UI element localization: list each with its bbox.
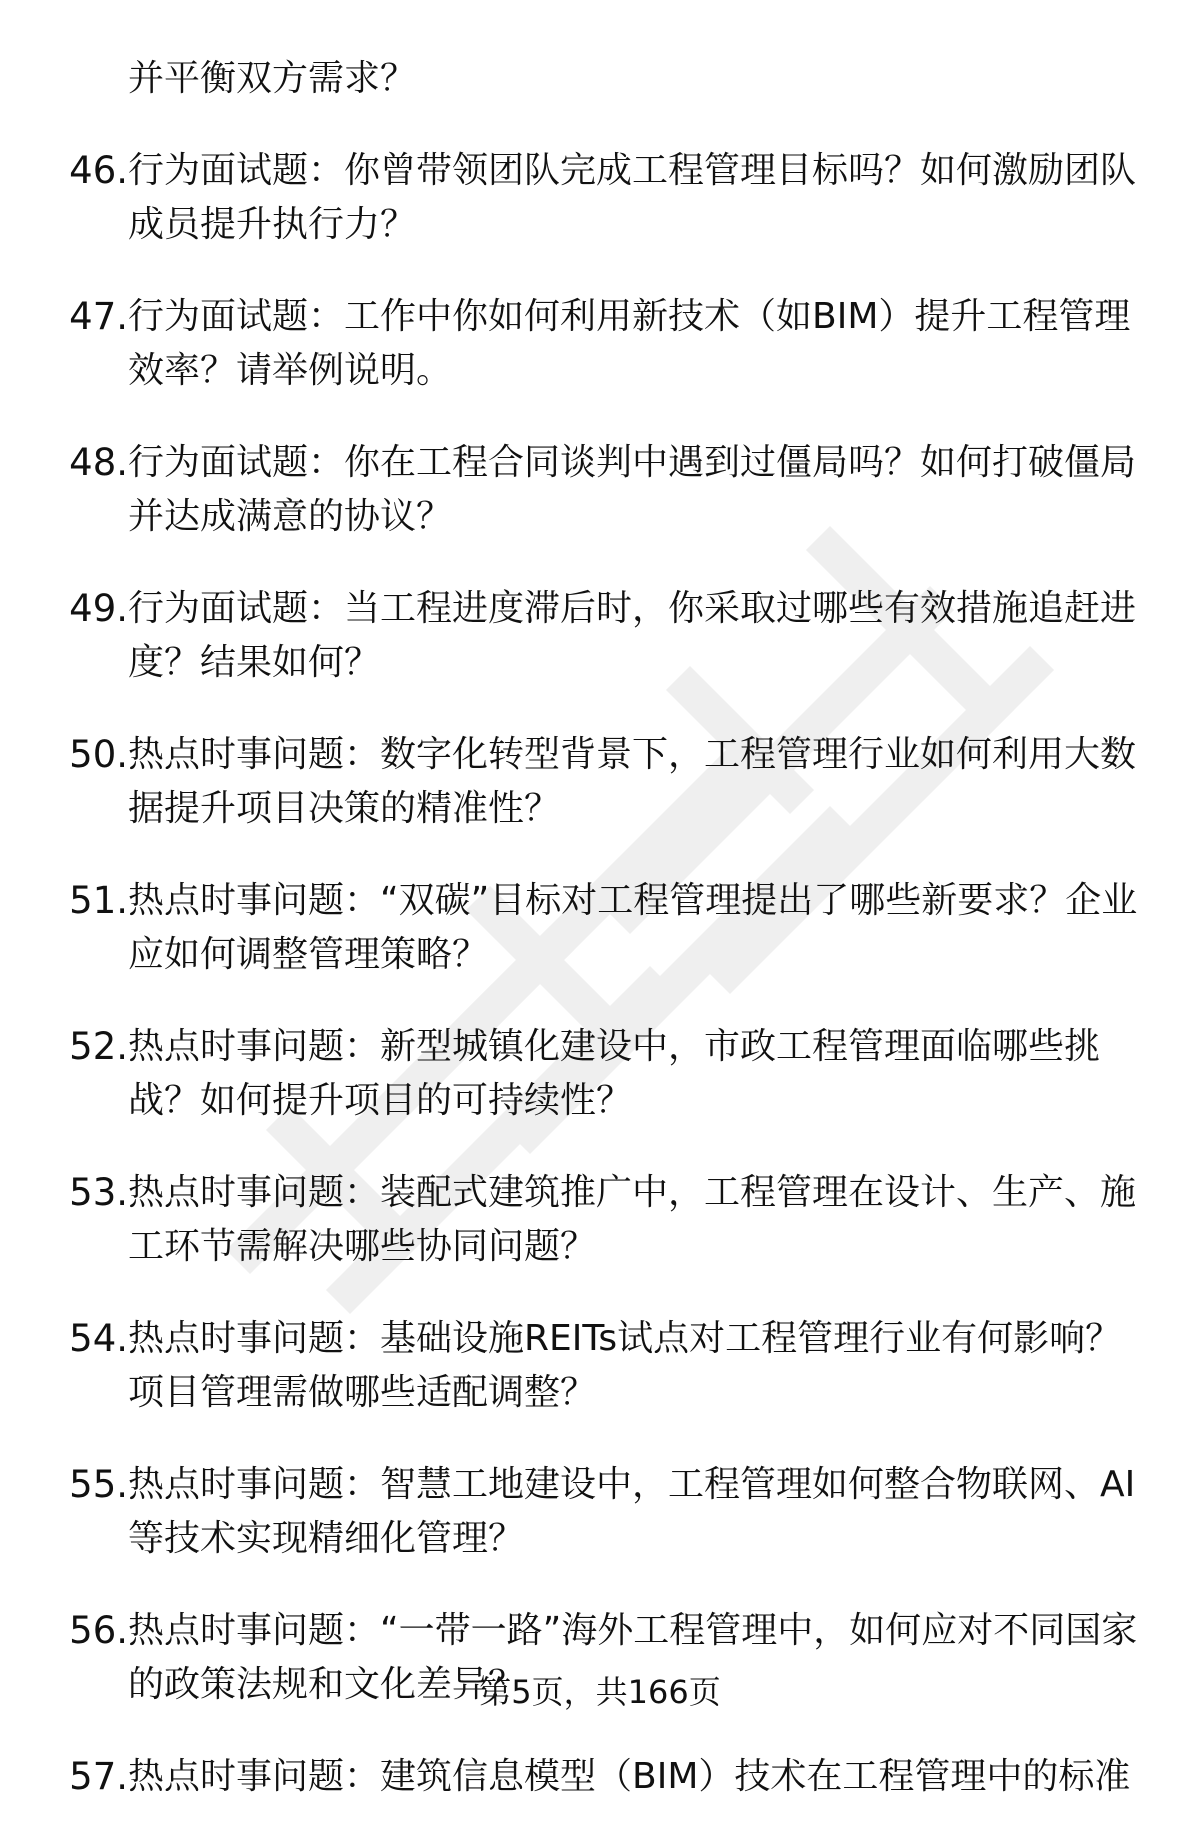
question-text: 热点时事问题：新型城镇化建设中，市政工程管理面临哪些挑战？如何提升项目的可持续性？ [128,1026,1101,1121]
question-number: 53. [69,1171,128,1214]
list-item [0,1750,1200,1804]
page-footer: 第5页，共166页 [479,1673,721,1711]
question-number: 55. [69,1463,128,1506]
list-item [0,582,1200,690]
list-item [0,436,1200,544]
question-text: 行为面试题：当工程进度滞后时，你采取过哪些有效措施追赶进度？结果如何？ [128,588,1137,683]
list-item [0,874,1200,982]
question-text: 行为面试题：你在工程合同谈判中遇到过僵局吗？如何打破僵局并达成满意的协议？ [128,442,1137,537]
list-item [0,1312,1200,1420]
list-item [0,1020,1200,1128]
list-item [0,1458,1200,1566]
question-number: 51. [69,879,128,922]
question-number: 50. [69,733,128,776]
question-text: 热点时事问题：“双碳”目标对工程管理提出了哪些新要求？企业应如何调整管理策略？ [128,880,1138,975]
question-number: 46. [69,149,128,192]
question-number: 49. [69,587,128,630]
question-number: 47. [69,295,128,338]
question-number: 54. [69,1317,128,1360]
continuation-text: 并平衡双方需求？ [128,58,417,99]
question-text: 热点时事问题：装配式建筑推广中，工程管理在设计、生产、施工环节需解决哪些协同问题？ [128,1172,1137,1267]
question-number: 56. [69,1609,128,1652]
list-item [0,1166,1200,1274]
question-text: 热点时事问题：智慧工地建设中，工程管理如何整合物联网、AI等技术实现精细化管理？ [128,1464,1136,1559]
question-list [0,52,1200,1842]
question-text: 热点时事问题：“一带一路”海外工程管理中，如何应对不同国家的政策法规和文化差异？ [128,1610,1138,1705]
list-item [0,290,1200,398]
question-text: 行为面试题：工作中你如何利用新技术（如BIM）提升工程管理效率？请举例说明。 [128,296,1131,391]
list-item [0,144,1200,252]
question-text: 行为面试题：你曾带领团队完成工程管理目标吗？如何激励团队成员提升执行力？ [128,150,1137,245]
question-number: 52. [69,1025,128,1068]
question-text: 热点时事问题：建筑信息模型（BIM）技术在工程管理中的标准 [128,1756,1131,1797]
list-item [0,728,1200,836]
question-text: 热点时事问题：基础设施REITs试点对工程管理行业有何影响？项目管理需做哪些适配调整？ [128,1318,1122,1413]
question-text: 热点时事问题：数字化转型背景下，工程管理行业如何利用大数据提升项目决策的精准性？ [128,734,1137,829]
question-number: 57. [69,1755,128,1798]
question-number: 48. [69,441,128,484]
list-item-continuation [0,52,1200,106]
